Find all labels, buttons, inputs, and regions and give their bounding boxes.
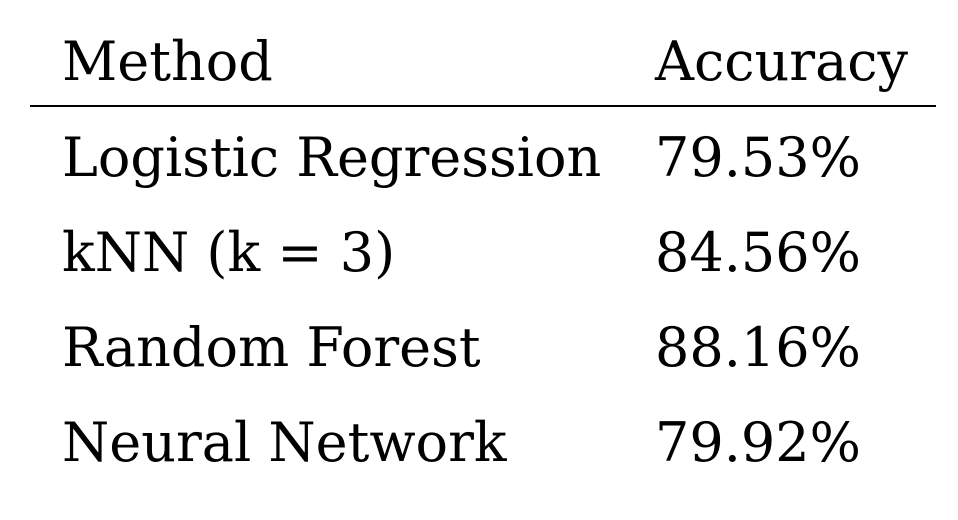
table-row bbox=[0, 312, 958, 384]
header-accuracy: Accuracy bbox=[655, 30, 909, 93]
table-row bbox=[0, 122, 958, 194]
accuracy-cell: 79.92% bbox=[655, 411, 861, 474]
header-rule bbox=[30, 105, 936, 107]
table-header-row bbox=[0, 26, 958, 98]
header-method: Method bbox=[62, 30, 273, 93]
accuracy-cell: 88.16% bbox=[655, 316, 861, 379]
method-cell: Random Forest bbox=[62, 316, 481, 379]
method-cell: Neural Network bbox=[62, 411, 507, 474]
table-row bbox=[0, 217, 958, 289]
accuracy-cell: 84.56% bbox=[655, 221, 861, 284]
method-cell: kNN (k = 3) bbox=[62, 221, 396, 284]
method-cell: Logistic Regression bbox=[62, 126, 602, 189]
accuracy-cell: 79.53% bbox=[655, 126, 861, 189]
table-row bbox=[0, 407, 958, 479]
